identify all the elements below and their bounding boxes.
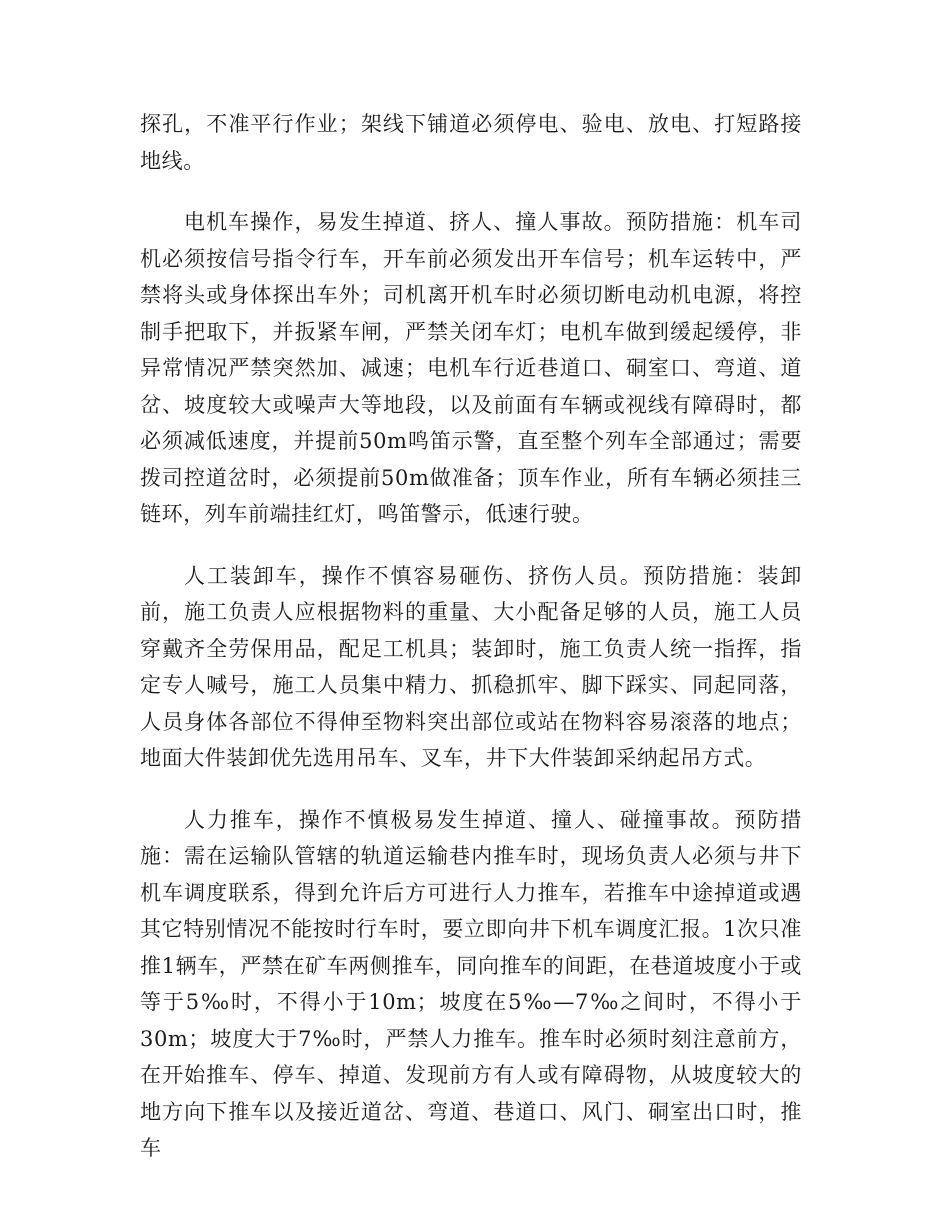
paragraph-3: 人工装卸车，操作不慎容易砸伤、挤伤人员。预防措施：装卸前，施工负责人应根据物料的重量、大小配备足够的人员，施工人员穿戴齐全劳保用品，配足工机具；装卸时，施工负责人统一指挥，指定专人喊号，施工人员集中精力、抓稳抓牢、脚下踩实、同起同落，人员身体各部位不得伸至物料突出部位或站在物料容易滚落的地点；地面大件装卸优先选用吊车、叉车，井下大件装卸采纳起吊方式。 [140,563,802,770]
document-body [140,106,802,1167]
paragraph-1: 探孔，不准平行作业；架线下铺道必须停电、验电、放电、打短路接地线。 [140,112,802,173]
paragraph-2: 电机车操作，易发生掉道、挤人、撞人事故。预防措施：机车司机必须按信号指令行车，开车前必须发出开车信号；机车运转中，严禁将头或身体探出车外；司机离开机车时必须切断电动机电源，将控制手把取下，并扳紧车闸，严禁关闭车灯；电机车做到缓起缓停，非异常情况严禁突然加、减速；电机车行近巷道口、硐室口、弯道、道岔、坡度较大或噪声大等地段，以及前面有车辆或视线有障碍时，都必须减低速度，并提前50m鸣笛示警，直至整个列车全部通过；需要拨司控道岔时，必须提前50m做准备；顶车作业，所有车辆必须挂三链环，列车前端挂红灯，鸣笛警示，低速行驶。 [140,210,802,526]
paragraph-4: 人力推车，操作不慎极易发生掉道、撞人、碰撞事故。预防措施：需在运输队管辖的轨道运输巷内推车时，现场负责人必须与井下机车调度联系，得到允许后方可进行人力推车，若推车中途掉道或遇其它特别情况不能按时行车时，要立即向井下机车调度汇报。1次只准推1辆车，严禁在矿车两侧推车，同向推车的间距，在巷道坡度小于或等于5‰时，不得小于10m；坡度在5‰—7‰之间时，不得小于30m；坡度大于7‰时，严禁人力推车。推车时必须时刻注意前方，在开始推车、停车、掉道、发现前方有人或有障碍物，从坡度较大的地方向下推车以及接近道岔、弯道、巷道口、风门、硐室出口时，推车 [140,807,802,1160]
